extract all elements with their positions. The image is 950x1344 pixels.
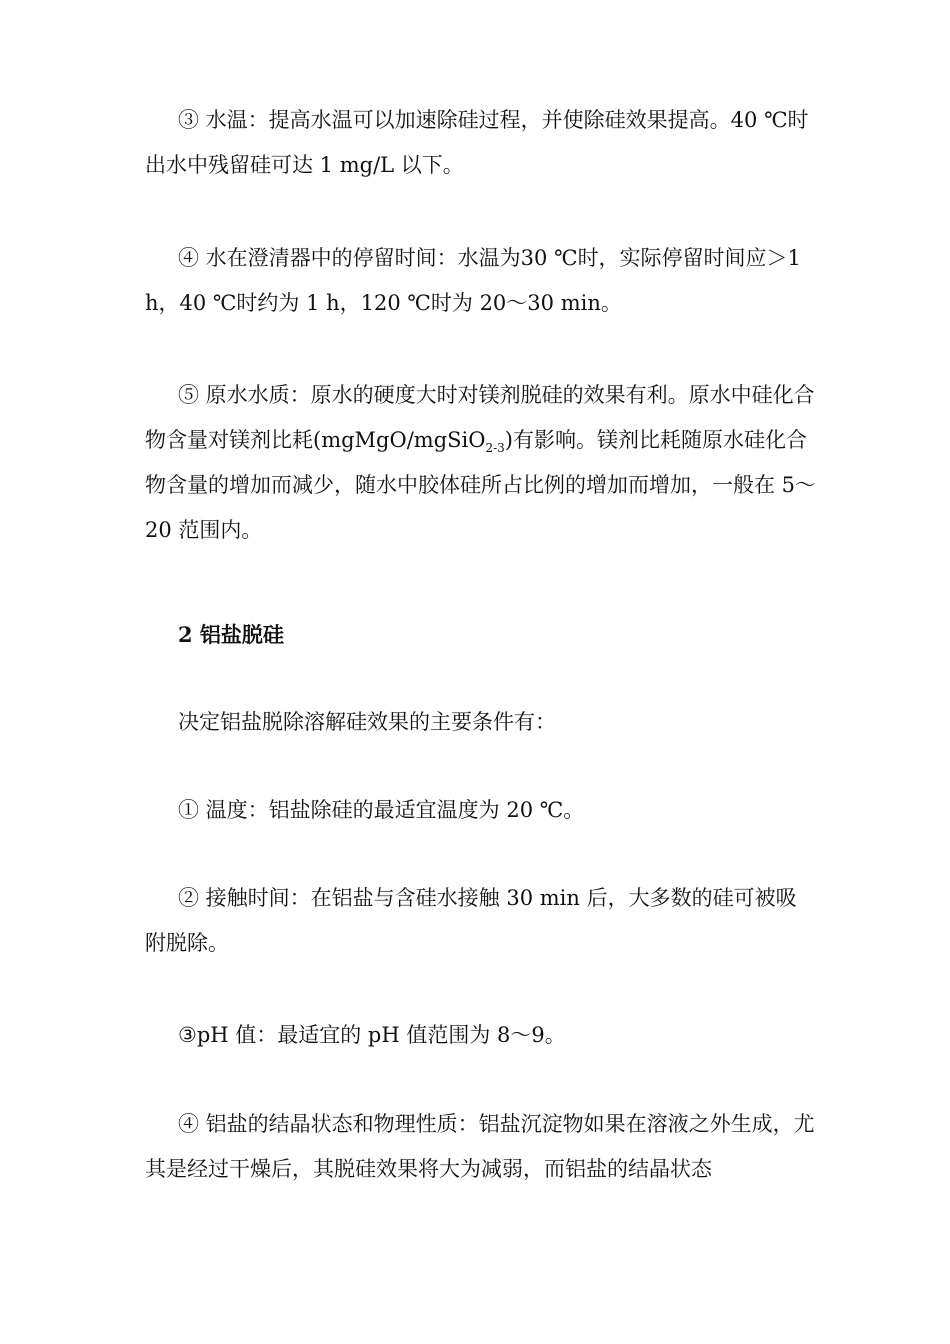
paragraph-text: ① 温度：铝盐除硅的最适宜温度为 20 ℃。: [178, 798, 585, 822]
paragraph-text: ③pH 值：最适宜的 pH 值范围为 8～9。: [178, 1023, 566, 1047]
paragraph-retention-time: [145, 236, 817, 326]
paragraph-text: ② 接触时间：在铝盐与含硅水接触 30 min 后，大多数的硅可被吸附脱除。: [145, 886, 797, 955]
paragraph-text: ④ 铝盐的结晶状态和物理性质：铝盐沉淀物如果在溶液之外生成，尤其是经过干燥后，其脱硅效果将大为减弱，而铝盐的结晶状态: [145, 1112, 815, 1181]
paragraph-contact-time: [145, 876, 817, 966]
subscript: 2-3: [485, 441, 505, 456]
section-heading: 2 铝盐脱硅: [178, 622, 284, 647]
paragraph-ph-value: [145, 1013, 817, 1058]
paragraph-raw-water-quality: [145, 373, 817, 553]
paragraph-temperature: [145, 788, 817, 833]
paragraph-crystal-state: [145, 1102, 817, 1192]
paragraph-water-temperature: [145, 98, 817, 188]
paragraph-text: ④ 水在澄清器中的停留时间：水温为30 ℃时，实际停留时间应＞1 h，40 ℃时约为 1 h，120 ℃时为 20～30 min。: [145, 246, 801, 315]
paragraph-conditions-intro: [145, 700, 817, 745]
paragraph-text: 决定铝盐脱除溶解硅效果的主要条件有：: [178, 710, 556, 734]
paragraph-text: ⑤ 原水水质：原水的硬度大时对镁剂脱硅的效果有利。原水中硅化合物含量对镁剂比耗(mgMgO/mgSiO: [145, 383, 815, 452]
paragraph-text: ③ 水温：提高水温可以加速除硅过程，并使除硅效果提高。40 ℃时出水中残留硅可达 1 mg/L 以下。: [145, 108, 809, 177]
paragraph-text: )有影响。镁剂比耗随原水硅化合物含量的增加而减少，随水中胶体硅所占比例的增加而增加，一般在 5～20 范围内。: [145, 428, 817, 542]
